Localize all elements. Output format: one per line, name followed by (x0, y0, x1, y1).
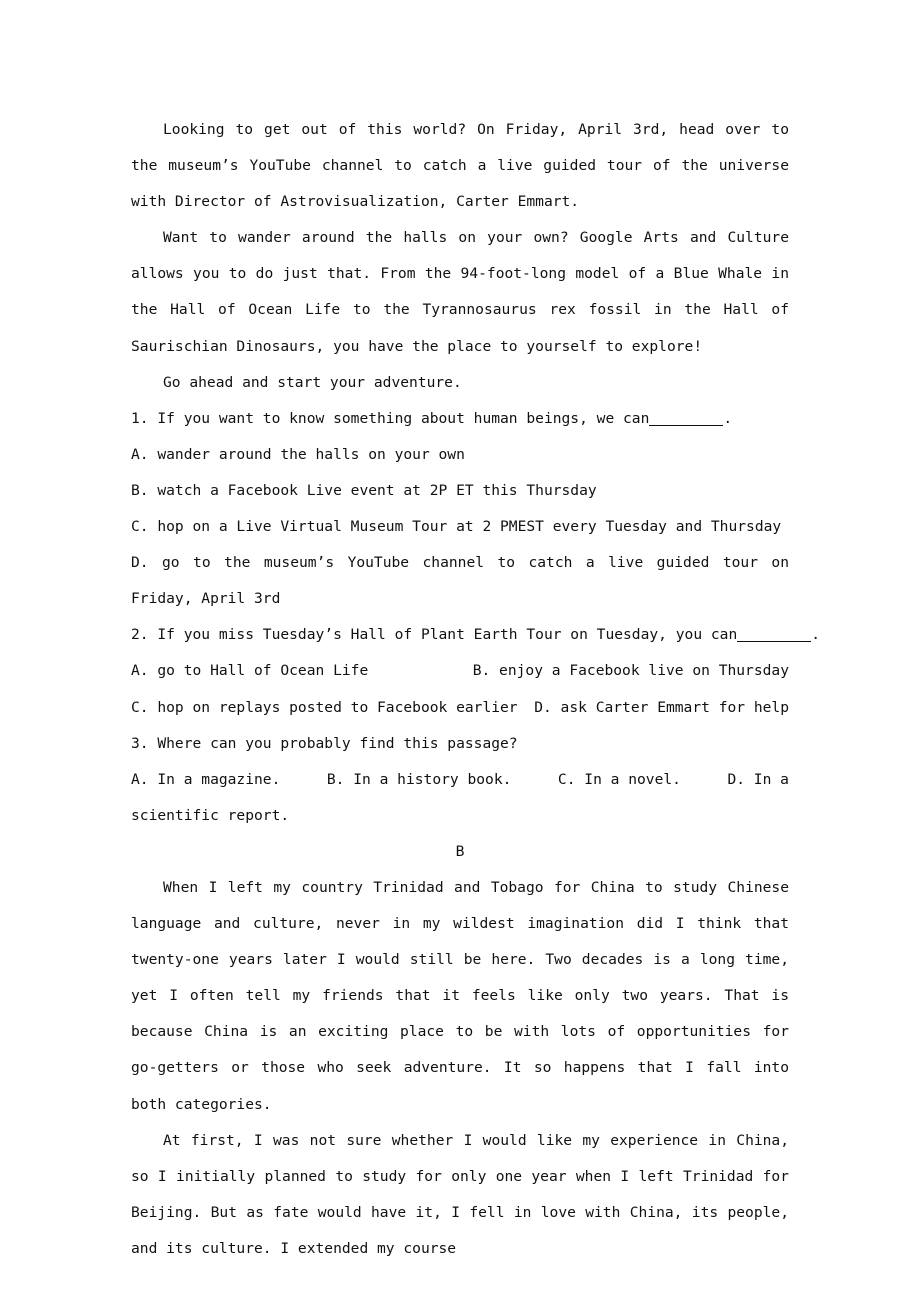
question-1-stem: 1. If you want to know something about human beings, we can (131, 409, 650, 427)
question-2-option-b: B. enjoy a Facebook live on Thursday (472, 662, 789, 680)
question-1-option-d: D. go to the museum’s YouTube channel to catch a live guided tour on Friday, April 3rd (131, 554, 789, 608)
question-1-option-c: C. hop on a Live Virtual Museum Tour at 2 PMEST every Tuesday and Thursday (131, 518, 782, 536)
question-2-options-row-1 (131, 653, 789, 689)
section-heading: B (455, 842, 465, 860)
passage-a-paragraph-3: Go ahead and start your adventure. (163, 373, 462, 391)
question-3-option-a: A. In a magazine. (131, 770, 281, 788)
question-3-option-c: C. In a novel. (557, 770, 681, 788)
answer-blank (649, 410, 723, 426)
question-2-option-a: A. go to Hall of Ocean Life (131, 662, 369, 680)
question-2-option-d: D. ask Carter Emmart for help (534, 698, 789, 716)
question-3-option-d-continued: scientific report. (131, 806, 290, 824)
question-2-stem: 2. If you miss Tuesday’s Hall of Plant Earth Tour on Tuesday, you can (131, 626, 738, 644)
question-2-options-row-2 (131, 690, 789, 726)
question-2-option-c: C. hop on replays posted to Facebook earlier (131, 698, 518, 716)
question-1-option-a: A. wander around the halls on your own (131, 445, 465, 463)
passage-b-paragraph-2: At first, I was not sure whether I would like my experience in China, so I initially planned to study for only one year when I left Trinidad for Beijing. But as fate would have it, I fell in love with China, its people, and its culture. I extended my course (131, 1131, 789, 1257)
passage-b-paragraph-1: When I left my country Trinidad and Tobago for China to study Chinese language and culture, never in my wildest imagination did I think that twenty-one years later I would still be here. Two decades is a long time, yet I often tell my friends that it feels like only two years. That is because China is an exciting place to be with lots of opportunities for go-getters or those who seek adventure. It so happens that I fall into both categories. (131, 878, 789, 1113)
question-2: 2. If you miss Tuesday’s Hall of Plant Earth Tour on Tuesday, you can . (131, 626, 821, 644)
passage-a-paragraph-1: Looking to get out of this world? On Friday, April 3rd, head over to the museum’s YouTube channel to catch a live guided tour of the universe with Director of Astrovisualization, Carter Emmart. (131, 121, 789, 211)
question-3-option-b: B. In a history book. (326, 770, 512, 788)
question-3: 3. Where can you probably find this passage? (131, 734, 518, 752)
question-3-option-d: D. In a (727, 770, 789, 788)
passage-a-paragraph-2: Want to wander around the halls on your own? Google Arts and Culture allows you to do just that. From the 94-foot-long model of a Blue Whale in the Hall of Ocean Life to the Tyrannosaurus rex fossil in the Hall of Saurischian Dinosaurs, you have the place to yourself to explore! (131, 229, 789, 355)
question-3-options-row (131, 762, 789, 798)
answer-blank (737, 627, 811, 643)
question-1-option-b: B. watch a Facebook Live event at 2P ET this Thursday (131, 481, 597, 499)
document-page (131, 112, 821, 1267)
question-1: 1. If you want to know something about human beings, we can . (131, 409, 733, 427)
